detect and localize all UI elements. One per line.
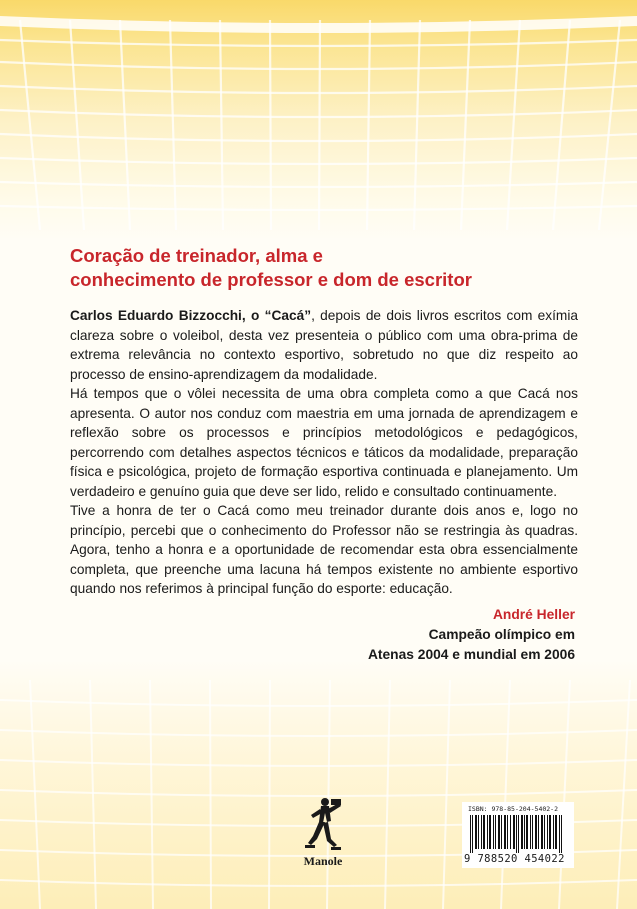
publisher-name: Manole xyxy=(303,854,343,868)
barcode-digits: 9 788520 454022 xyxy=(464,853,565,865)
publisher-logo xyxy=(296,795,350,868)
signature-title-line-1: Campeão olímpico em xyxy=(428,627,575,642)
barcode xyxy=(462,802,574,868)
paragraph-1-text: , depois de dois livros escritos com exímia clareza sobre o voleibol, desta vez presenteia o público com uma obra-prima de extrema relevância no contexto esportivo, sobretudo no que diz respeito ao processo de ensino-aprendizagem da modalidade. xyxy=(70,308,578,382)
paragraph-1-lead: Carlos Eduardo Bizzocchi, o “Cacá” xyxy=(70,308,312,323)
barcode-bars-graphic xyxy=(468,815,568,853)
isbn-label: ISBN: 978-85-204-5402-2 xyxy=(468,805,559,813)
headline-line-1: Coração de treinador, alma e xyxy=(70,245,323,266)
paragraph-1 xyxy=(70,306,578,384)
signature-title-line-2: Atenas 2004 e mundial em 2006 xyxy=(367,647,575,662)
paragraph-2: Há tempos que o vôlei necessita de uma obra completa como a que Cacá nos apresenta. O autor nos conduz com maestria em uma jornada de aprendizagem e reflexão sobre os processos e princípios metodológicos e pedagógicos, percorrendo com detalhes aspectos técnicos e táticos da modalidade, preparação física e psicológica, projeto de formação esportiva continuada e planejamento. Um verdadeiro e genuíno guia que deve ser lido, relido e consultado continuamente. xyxy=(70,386,578,499)
signature xyxy=(368,605,575,665)
bellhop-figure-icon xyxy=(301,795,345,851)
headline xyxy=(70,244,590,292)
body-text xyxy=(70,306,578,599)
paragraph-3: Tive a honra de ter o Cacá como meu treinador durante dois anos e, logo no princípio, percebi que o conhecimento do Professor não se restringia às quadras. Agora, tenho a honra e a oportunidade de recomendar esta obra essencialmente completa, que preenche uma lacuna há tempos existente no ambiente esportivo quando nos referimos à principal função do esporte: educação. xyxy=(70,503,578,596)
volleyball-net-top-graphic xyxy=(0,0,637,250)
signature-author: André Heller xyxy=(492,607,575,622)
headline-line-2: conhecimento de professor e dom de escritor xyxy=(70,269,472,290)
